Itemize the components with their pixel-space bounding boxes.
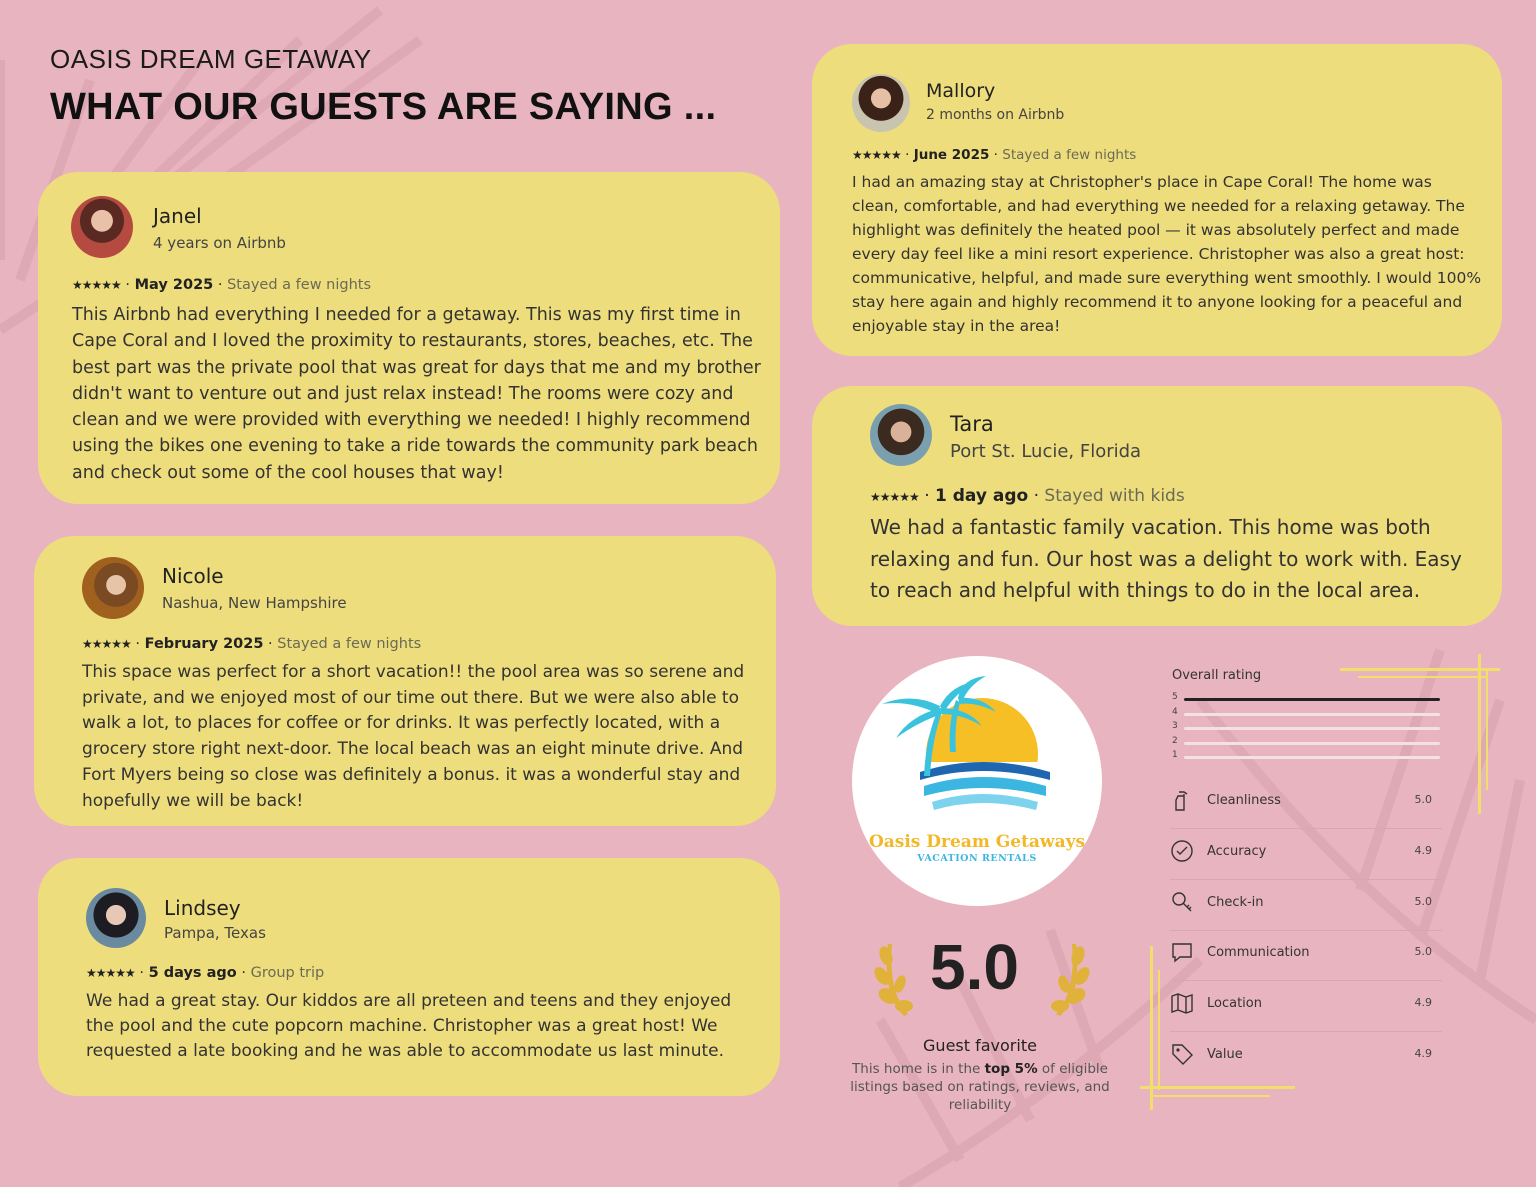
category-row-cleanliness <box>1170 778 1442 829</box>
meta-separator: · <box>125 277 131 293</box>
palm-sun-logo-icon <box>852 656 1102 906</box>
frame-line <box>1140 1086 1295 1089</box>
review-card-lindsey <box>38 858 780 1096</box>
review-stay: Stayed a few nights <box>227 277 372 293</box>
reviewer-name: Lindsey <box>164 896 241 920</box>
reviewer-name: Janel <box>153 204 202 228</box>
meta-separator: · <box>1033 486 1040 506</box>
reviewer-subtitle: Pampa, Texas <box>164 924 266 942</box>
reviewer-name: Tara <box>950 412 994 436</box>
review-text: We had a fantastic family vacation. This home was both relaxing and fun. Our host was a delight to work with. Easy to reach and helpful with things to do in the local area. <box>870 515 1462 602</box>
frame-line <box>1158 970 1160 1090</box>
meta-separator: · <box>268 636 273 652</box>
rating-bar-label: 1 <box>1172 750 1178 760</box>
review-meta <box>82 636 421 652</box>
avatar <box>82 557 144 619</box>
frame-line <box>1358 676 1488 678</box>
laurel-left-icon <box>874 934 924 1018</box>
desc-post: of eligible listings based on ratings, reviews, and reliability <box>850 1061 1110 1113</box>
rating-bar-label: 2 <box>1172 735 1178 746</box>
guest-favorite-label: Guest favorite <box>923 1036 1037 1055</box>
category-value: 5.0 <box>1414 793 1432 806</box>
chat-bubble-icon <box>1170 940 1194 964</box>
rating-bar-1 <box>1172 752 1442 764</box>
rating-bar-2 <box>1172 735 1442 750</box>
tag-icon <box>1170 1042 1194 1066</box>
avatar <box>71 196 133 258</box>
review-stay: Stayed a few nights <box>1002 147 1137 163</box>
desc-pre: This home is in the <box>852 1061 985 1077</box>
review-meta <box>72 277 371 293</box>
review-date: 1 day ago <box>935 486 1029 506</box>
category-label: Location <box>1207 996 1262 1012</box>
rating-bar-track <box>1184 698 1440 701</box>
review-text: I had an amazing stay at Christopher's place in Cape Coral! The home was clean, comfortable, and had everything we needed for a relaxing getaway. The highlight was definitely the heated pool — it was absolutely perfect and made every day feel like a mini resort experience. Christopher was also a great host: communicative, helpful, and made sure everything went smoothly. I would 100% stay here again and highly recommend it to anyone looking for a peaceful and enjoyable stay in the area! <box>852 173 1482 335</box>
rating-bar-track <box>1184 742 1440 745</box>
meta-separator: · <box>217 277 223 293</box>
desc-bold: top 5% <box>984 1061 1038 1077</box>
rating-bar-fill <box>1184 698 1440 701</box>
review-card-mallory <box>812 44 1502 356</box>
overall-rating-label: Overall rating <box>1172 668 1262 683</box>
star-rating-icon: ★★★★★ <box>870 490 919 504</box>
rating-bar-5 <box>1172 694 1442 706</box>
review-date: May 2025 <box>134 277 214 293</box>
guest-favorite-description <box>830 1060 1130 1114</box>
rating-bar-track <box>1184 727 1440 730</box>
review-stay: Stayed a few nights <box>277 636 422 652</box>
logo-tagline: VACATION RENTALS <box>917 853 1037 864</box>
star-rating-icon: ★★★★★ <box>72 278 121 292</box>
frame-line <box>1150 946 1153 1110</box>
review-text: We had a great stay. Our kiddos are all preteen and teens and they enjoyed the pool and the cute popcorn machine. Christopher was a great host! We requested a late booking and he was able to accommodate us last minute. <box>86 991 732 1061</box>
frame-line <box>1478 654 1481 814</box>
review-meta <box>86 965 324 981</box>
rating-bar-label: 4 <box>1172 706 1178 717</box>
category-row-communication <box>1170 930 1442 981</box>
category-value: 5.0 <box>1414 894 1432 908</box>
meta-separator: · <box>905 147 910 163</box>
overall-score: 5.0 <box>930 931 1019 1003</box>
check-circle-icon <box>1170 839 1194 863</box>
category-label: Value <box>1207 1047 1243 1062</box>
category-label: Check-in <box>1207 894 1264 910</box>
laurel-right-icon <box>1040 934 1090 1018</box>
star-rating-icon: ★★★★★ <box>852 148 901 162</box>
meta-separator: · <box>993 147 998 163</box>
review-text: This space was perfect for a short vacation!! the pool area was so serene and private, and we enjoyed most of our time out there. But we were also able to walk a lot, to places for coffee or for drinks. It was perfectly located, with a grocery store right next-door. The local beach was an eight minute drive. And Fort Myers being so close was definitely a bonus. it was a wonderful stay and hopefully we will be back! <box>82 662 745 811</box>
review-stay: Group trip <box>250 965 325 981</box>
category-row-value <box>1170 1032 1442 1082</box>
category-row-accuracy <box>1170 829 1442 880</box>
review-stay: Stayed with kids <box>1044 486 1185 506</box>
frame-line <box>1486 670 1488 790</box>
page-title: WHAT OUR GUESTS ARE SAYING ... <box>50 86 717 128</box>
meta-separator: · <box>139 965 145 981</box>
meta-separator: · <box>924 486 930 506</box>
avatar <box>86 888 146 948</box>
reviewer-subtitle: Nashua, New Hampshire <box>162 594 347 612</box>
key-icon <box>1170 890 1194 914</box>
review-card-nicole <box>34 536 776 826</box>
rating-bar-4 <box>1172 706 1442 721</box>
logo-name: Oasis Dream Getaways <box>868 832 1086 852</box>
category-row-check-in <box>1170 880 1442 931</box>
avatar <box>852 74 910 132</box>
map-icon <box>1170 991 1194 1015</box>
category-value: 5.0 <box>1414 945 1432 959</box>
reviewer-name: Mallory <box>926 80 996 102</box>
category-value: 4.9 <box>1414 996 1432 1010</box>
avatar <box>870 404 932 466</box>
category-row-location <box>1170 981 1442 1032</box>
spray-bottle-icon <box>1170 788 1194 812</box>
category-label: Accuracy <box>1207 843 1267 859</box>
review-date: June 2025 <box>913 147 990 163</box>
meta-separator: · <box>135 636 141 652</box>
rating-bar-label: 3 <box>1172 721 1178 731</box>
review-date: 5 days ago <box>148 965 237 981</box>
header-subtitle: OASIS DREAM GETAWAY <box>50 44 372 74</box>
star-rating-icon: ★★★★★ <box>86 966 135 980</box>
category-value: 4.9 <box>1414 843 1432 857</box>
reviewer-subtitle: Port St. Lucie, Florida <box>950 441 1142 462</box>
rating-bar-track <box>1184 713 1440 716</box>
rating-bar-label: 5 <box>1172 692 1178 702</box>
frame-line <box>1150 1095 1270 1097</box>
rating-bar-track <box>1184 756 1440 759</box>
review-date: February 2025 <box>144 636 264 652</box>
review-text: This Airbnb had everything I needed for a getaway. This was my first time in Cape Coral and I loved the proximity to restaurants, stores, beaches, etc. The best part was the private pool that was great for days that me and my brother didn't want to venture out and just relax instead! The rooms were cozy and clean and we were provided with everything we needed! I highly recommend using the bikes one evening to take a ride towards the community park beach and check out some of the cool houses that way! <box>72 305 761 483</box>
category-label: Cleanliness <box>1207 793 1281 808</box>
star-rating-icon: ★★★★★ <box>82 637 131 651</box>
logo <box>852 656 1102 906</box>
review-meta <box>852 147 1136 163</box>
review-card-janel <box>38 172 780 504</box>
reviewer-subtitle: 2 months on Airbnb <box>926 107 1065 123</box>
category-label: Communication <box>1207 945 1310 961</box>
meta-separator: · <box>241 965 246 981</box>
rating-bar-3 <box>1172 723 1442 735</box>
frame-line <box>1340 668 1500 671</box>
reviewer-subtitle: 4 years on Airbnb <box>153 234 286 252</box>
review-meta <box>870 486 1185 506</box>
review-card-tara <box>812 386 1502 626</box>
category-value: 4.9 <box>1414 1047 1432 1060</box>
reviewer-name: Nicole <box>162 564 224 588</box>
